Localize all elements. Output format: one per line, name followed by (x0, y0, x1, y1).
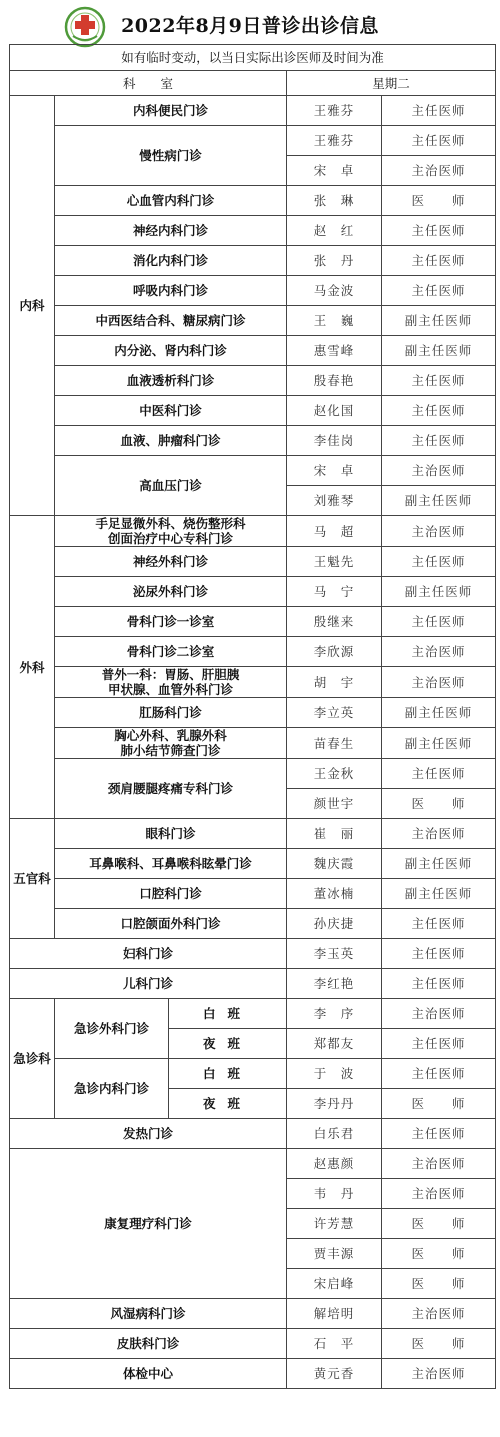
dept-cell: 急诊内科门诊 (55, 1059, 169, 1119)
dept-cell: 耳鼻喉科、耳鼻喉科眩晕门诊 (55, 849, 287, 879)
title-cell: 医 师 (382, 789, 496, 819)
title-cell: 主治医师 (382, 1299, 496, 1329)
title-cell: 副主任医师 (382, 728, 496, 759)
dept-cell: 风湿病科门诊 (10, 1299, 287, 1329)
dept-cell: 神经内科门诊 (55, 216, 287, 246)
title-cell: 副主任医师 (382, 336, 496, 366)
table-row (10, 126, 496, 156)
dept-cell: 口腔科门诊 (55, 879, 287, 909)
table-row (10, 607, 496, 637)
table-row (10, 1329, 496, 1359)
page-title: 2022年8月9日普诊出诊信息 (121, 15, 379, 37)
doctor-cell: 解培明 (287, 1299, 382, 1329)
table-row (10, 96, 496, 126)
table-row (10, 728, 496, 759)
doctor-cell: 马金波 (287, 276, 382, 306)
table-row (10, 759, 496, 789)
title-cell: 副主任医师 (382, 849, 496, 879)
doctor-cell: 韦 丹 (287, 1179, 382, 1209)
column-header-row (10, 71, 496, 96)
title-cell: 主任医师 (382, 276, 496, 306)
title-cell: 主任医师 (382, 969, 496, 999)
table-row (10, 246, 496, 276)
dept-cell (55, 728, 287, 759)
table-row (10, 667, 496, 698)
doctor-cell: 颜世宇 (287, 789, 382, 819)
doctor-cell: 李 序 (287, 999, 382, 1029)
title-cell: 主任医师 (382, 547, 496, 577)
dept-cell: 呼吸内科门诊 (55, 276, 287, 306)
dept-cell: 心血管内科门诊 (55, 186, 287, 216)
table-row (10, 819, 496, 849)
dept-cell: 泌尿外科门诊 (55, 577, 287, 607)
doctor-cell: 贾丰源 (287, 1239, 382, 1269)
dept-cell (55, 516, 287, 547)
table-row (10, 1299, 496, 1329)
table-row (10, 1059, 496, 1089)
table-row (10, 939, 496, 969)
title-cell: 主任医师 (382, 1059, 496, 1089)
dept-cell: 中医科门诊 (55, 396, 287, 426)
table-row (10, 306, 496, 336)
doctor-cell: 石 平 (287, 1329, 382, 1359)
column-header-department: 科 室 (10, 71, 287, 96)
dept-cell: 慢性病门诊 (55, 126, 287, 186)
table-row (10, 698, 496, 728)
table-row (10, 426, 496, 456)
table-row (10, 396, 496, 426)
doctor-cell: 于 波 (287, 1059, 382, 1089)
doctor-cell: 李欣源 (287, 637, 382, 667)
title-cell: 主治医师 (382, 456, 496, 486)
title-cell: 主任医师 (382, 939, 496, 969)
dept-cell: 发热门诊 (10, 1119, 287, 1149)
title-cell: 医 师 (382, 186, 496, 216)
dept-line: 创面治疗中心专科门诊 (107, 531, 233, 546)
title-cell: 主治医师 (382, 1149, 496, 1179)
table-row (10, 216, 496, 246)
dept-cell: 颈肩腰腿疼痛专科门诊 (55, 759, 287, 819)
doctor-cell: 郑都友 (287, 1029, 382, 1059)
table-row (10, 516, 496, 547)
doctor-cell: 张 琳 (287, 186, 382, 216)
doctor-cell: 董冰楠 (287, 879, 382, 909)
category-jizhen: 急诊科 (10, 999, 55, 1119)
doctor-cell: 王魁先 (287, 547, 382, 577)
doctor-cell: 王雅芬 (287, 126, 382, 156)
doctor-cell: 张 丹 (287, 246, 382, 276)
doctor-cell: 苗春生 (287, 728, 382, 759)
title-cell: 主治医师 (382, 667, 496, 698)
dept-line: 胸心外科、乳腺外科 (114, 728, 227, 743)
table-row (10, 1359, 496, 1389)
table-row (10, 186, 496, 216)
doctor-cell: 胡 宇 (287, 667, 382, 698)
category-waike: 外科 (10, 516, 55, 819)
title-cell: 主任医师 (382, 426, 496, 456)
title-cell: 副主任医师 (382, 698, 496, 728)
dept-cell: 儿科门诊 (10, 969, 287, 999)
title-cell: 医 师 (382, 1329, 496, 1359)
doctor-cell: 王 巍 (287, 306, 382, 336)
table-row (10, 276, 496, 306)
title-cell: 主任医师 (382, 1029, 496, 1059)
shift-cell: 夜班 (169, 1089, 287, 1119)
table-row (10, 849, 496, 879)
notice-row (10, 45, 496, 71)
table-row (10, 456, 496, 486)
dept-cell: 妇科门诊 (10, 939, 287, 969)
doctor-cell: 赵 红 (287, 216, 382, 246)
doctor-cell: 李立英 (287, 698, 382, 728)
title-cell: 医 师 (382, 1089, 496, 1119)
title-cell: 副主任医师 (382, 486, 496, 516)
dept-cell (55, 667, 287, 698)
dept-cell: 血液透析科门诊 (55, 366, 287, 396)
title-cell: 主治医师 (382, 516, 496, 547)
doctor-cell: 马 超 (287, 516, 382, 547)
dept-cell: 中西医结合科、糖尿病门诊 (55, 306, 287, 336)
title-cell: 副主任医师 (382, 306, 496, 336)
title-cell: 主任医师 (382, 126, 496, 156)
title-cell: 主治医师 (382, 819, 496, 849)
column-header-day: 星期二 (287, 71, 496, 96)
dept-cell: 血液、肿瘤科门诊 (55, 426, 287, 456)
dept-cell: 高血压门诊 (55, 456, 287, 516)
table-row (10, 637, 496, 667)
title-cell: 主治医师 (382, 999, 496, 1029)
dept-line: 甲状腺、血管外科门诊 (107, 682, 233, 697)
title-cell: 主任医师 (382, 366, 496, 396)
dept-cell: 皮肤科门诊 (10, 1329, 287, 1359)
doctor-cell: 白乐君 (287, 1119, 382, 1149)
doctor-cell: 赵惠颜 (287, 1149, 382, 1179)
title-cell: 主治医师 (382, 637, 496, 667)
table-row (10, 577, 496, 607)
doctor-cell: 李红艳 (287, 969, 382, 999)
shift-cell: 夜班 (169, 1029, 287, 1059)
doctor-cell: 马 宁 (287, 577, 382, 607)
doctor-cell: 许芳慧 (287, 1209, 382, 1239)
table-row (10, 1119, 496, 1149)
dept-cell: 消化内科门诊 (55, 246, 287, 276)
title-cell: 主治医师 (382, 1359, 496, 1389)
dept-cell: 肛肠科门诊 (55, 698, 287, 728)
title-cell: 副主任医师 (382, 577, 496, 607)
dept-cell: 口腔颌面外科门诊 (55, 909, 287, 939)
table-row (10, 999, 496, 1029)
shift-cell: 白班 (169, 1059, 287, 1089)
doctor-cell: 惠雪峰 (287, 336, 382, 366)
table-row (10, 909, 496, 939)
title-cell: 主任医师 (382, 1119, 496, 1149)
title-cell: 主任医师 (382, 96, 496, 126)
doctor-cell: 宋 卓 (287, 456, 382, 486)
doctor-cell: 孙庆捷 (287, 909, 382, 939)
dept-cell: 体检中心 (10, 1359, 287, 1389)
title-cell: 主任医师 (382, 216, 496, 246)
doctor-cell: 宋 卓 (287, 156, 382, 186)
shift-cell: 白班 (169, 999, 287, 1029)
dept-cell: 骨科门诊二诊室 (55, 637, 287, 667)
doctor-cell: 崔 丽 (287, 819, 382, 849)
dept-line: 肺小结节筛查门诊 (120, 743, 221, 758)
title-cell: 主任医师 (382, 607, 496, 637)
doctor-cell: 王金秋 (287, 759, 382, 789)
table-row (10, 969, 496, 999)
doctor-cell: 殷继来 (287, 607, 382, 637)
doctor-cell: 刘雅琴 (287, 486, 382, 516)
dept-line: 普外一科：胃肠、肝胆胰 (101, 667, 240, 682)
table-row (10, 547, 496, 577)
title-cell: 主任医师 (382, 759, 496, 789)
table-row (10, 366, 496, 396)
table-row (10, 336, 496, 366)
dept-cell: 内分泌、肾内科门诊 (55, 336, 287, 366)
title-cell: 副主任医师 (382, 879, 496, 909)
dept-cell: 神经外科门诊 (55, 547, 287, 577)
notice-text: 如有临时变动，以当日实际出诊医师及时间为准 (10, 45, 496, 71)
dept-cell: 康复理疗科门诊 (10, 1149, 287, 1299)
doctor-cell: 赵化国 (287, 396, 382, 426)
doctor-cell: 李丹丹 (287, 1089, 382, 1119)
dept-cell: 眼科门诊 (55, 819, 287, 849)
doctor-cell: 宋启峰 (287, 1269, 382, 1299)
category-wuguan: 五官科 (10, 819, 55, 939)
table-row (10, 1149, 496, 1179)
doctor-cell: 李佳岗 (287, 426, 382, 456)
doctor-cell: 李玉英 (287, 939, 382, 969)
dept-cell: 内科便民门诊 (55, 96, 287, 126)
header (0, 0, 500, 44)
doctor-cell: 殷春艳 (287, 366, 382, 396)
title-cell: 主治医师 (382, 1179, 496, 1209)
schedule-table (9, 44, 496, 1389)
table-row (10, 879, 496, 909)
title-cell: 医 师 (382, 1269, 496, 1299)
title-cell: 主任医师 (382, 396, 496, 426)
dept-cell: 急诊外科门诊 (55, 999, 169, 1059)
title-cell: 主治医师 (382, 156, 496, 186)
doctor-cell: 王雅芬 (287, 96, 382, 126)
title-cell: 主任医师 (382, 909, 496, 939)
dept-cell: 骨科门诊一诊室 (55, 607, 287, 637)
doctor-cell: 黄元香 (287, 1359, 382, 1389)
doctor-cell: 魏庆霞 (287, 849, 382, 879)
dept-line: 手足显微外科、烧伤整形科 (95, 516, 246, 531)
title-cell: 医 师 (382, 1239, 496, 1269)
title-cell: 主任医师 (382, 246, 496, 276)
category-neike: 内科 (10, 96, 55, 516)
title-cell: 医 师 (382, 1209, 496, 1239)
